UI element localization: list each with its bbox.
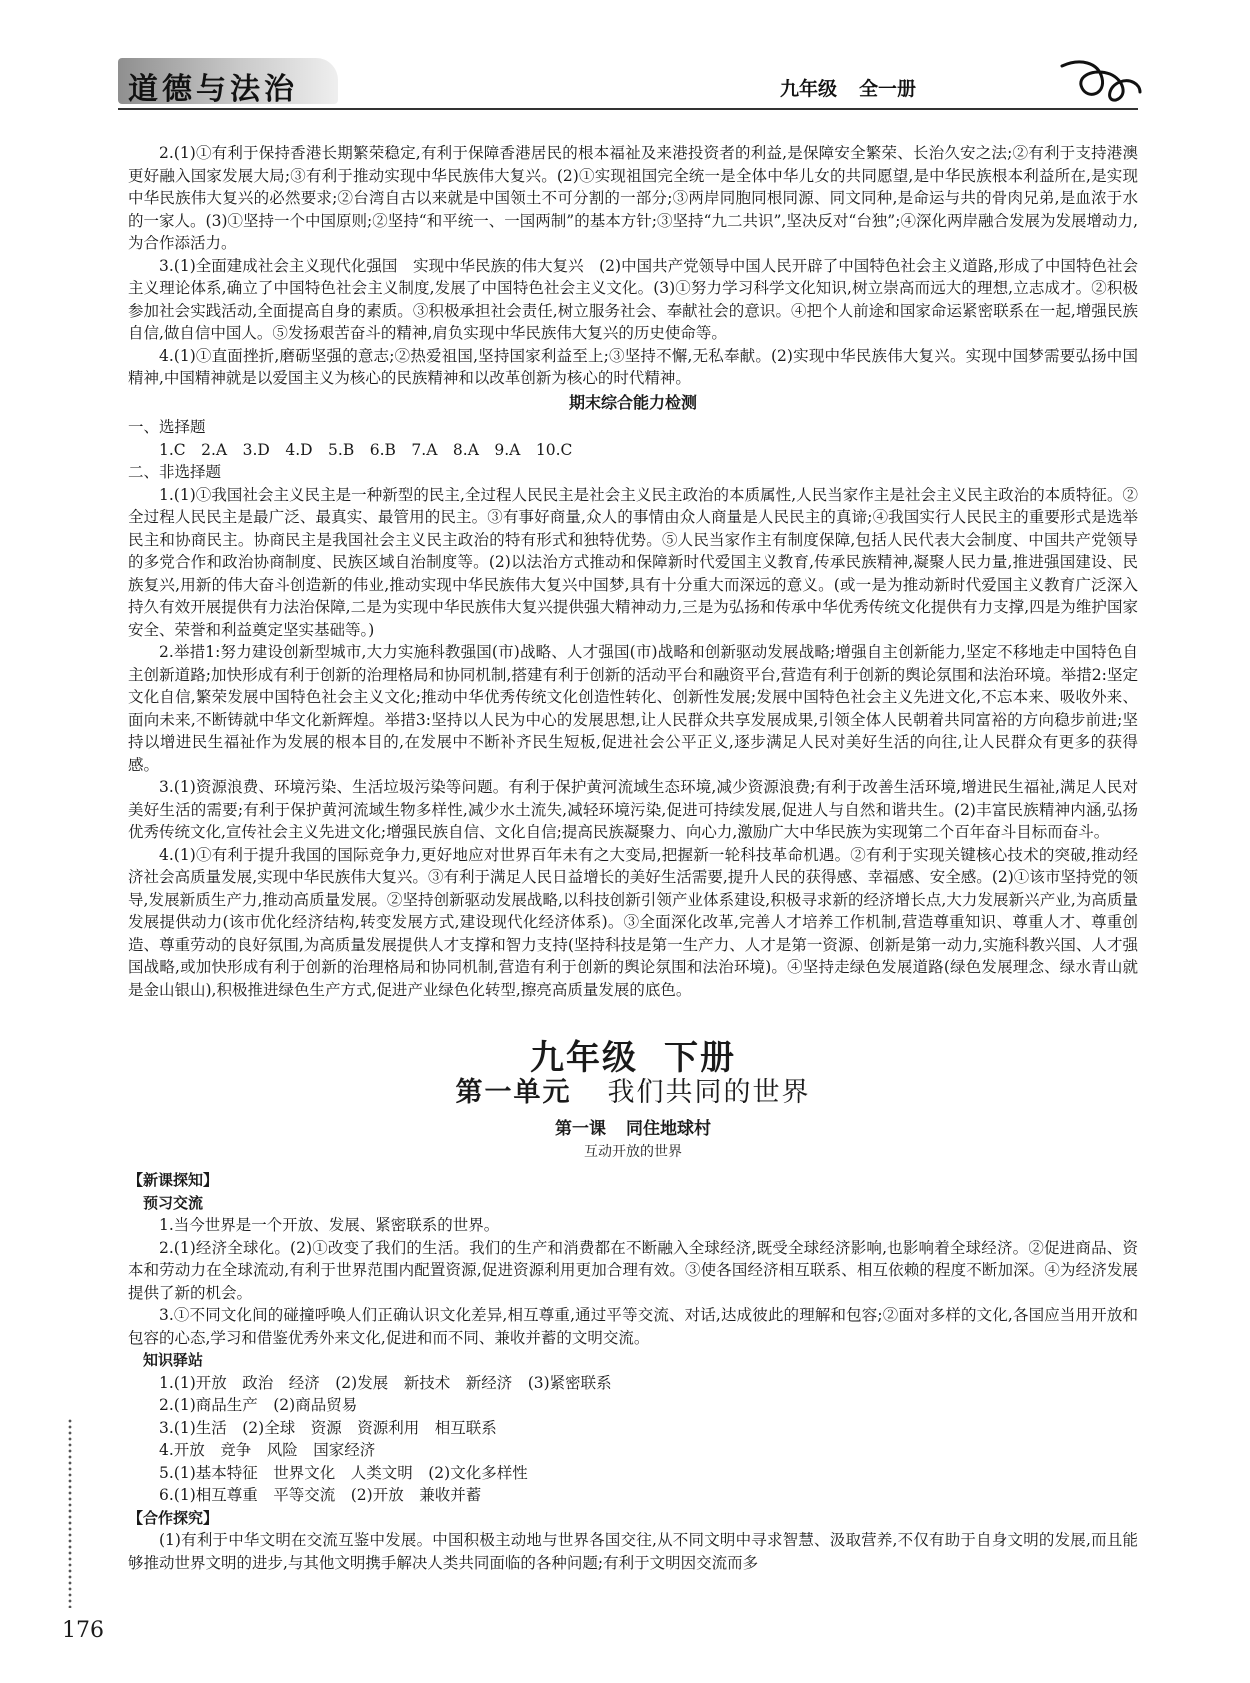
volume-title xyxy=(128,1038,1138,1078)
unit-title xyxy=(128,1076,1138,1108)
lesson-subtitle: 互动开放的世界 xyxy=(584,1143,682,1160)
lesson-name: 同住地球村 xyxy=(626,1119,711,1139)
answer-paragraph: 3.(1)全面建成社会主义现代化强国 实现中华民族的伟大复兴 (2)中国共产党领导中国人民开辟了中国特色社会主义道路,形成了中国特色社会主义理论体系,确立了中国特色社会主义制度,发展了中国特色社会主义文化。(3)①努力学习科学文化知识,树立崇高而远大的理想,立志成才。②积极参加社会实践活动,全面提高自身的素质。③积极承担社会责任,树立服务社会、奉献社会的意识。④把个人前途和国家命运紧密联系在一起,增强民族自信,做自信中国人。⑤发扬艰苦奋斗的精神,肩负实现中华民族伟大复兴的历史使命等。 xyxy=(128,256,1138,342)
final-test-title: 期末综合能力检测 xyxy=(568,392,697,412)
knowledge-item: 2.(1)商品生产 (2)商品贸易 xyxy=(159,1396,358,1414)
knowledge-item: 1.(1)开放 政治 经济 (2)发展 新技术 新经济 (3)紧密联系 xyxy=(159,1373,612,1392)
answer-paragraph: 2.(1)经济全球化。(2)①改变了我们的生活。我们的生产和消费都在不断融入全球经济,既受全球经济影响,也影响着全球经济。②促进商品、资本和劳动力在全球流动,有利于世界范围内配置资源,促进资源利用更加合理有效。③使各国经济相互联系、相互依赖的程度不断加深。④为经济发展提供了新的机会。 xyxy=(128,1238,1138,1302)
volume-grade: 九年级 xyxy=(530,1038,638,1078)
volume-label: 全一册 xyxy=(859,78,917,100)
mc-answers: 1.C 2.A 3.D 4.D 5.B 6.B 7.A 8.A 9.A 10.C xyxy=(159,440,573,459)
knowledge-item: 4.开放 竞争 风险 国家经济 xyxy=(159,1441,376,1459)
answer-paragraph: 3.①不同文化间的碰撞呼唤人们正确认识文化差异,相互尊重,通过平等交流、对话,达成彼此的理解和包容;②面对多样的文化,各国应当用开放和包容的心态,学习和借鉴优秀外来文化,促进和而不同、兼收并蓄的文明交流。 xyxy=(128,1306,1138,1347)
answer-paragraph: (1)有利于中华文明在交流互鉴中发展。中国积极主动地与世界各国交往,从不同文明中寻求智慧、汲取营养,不仅有助于自身文明的发展,而且能够推动世界文明的进步,与其他文明携手解决人类共同面临的各种问题;有利于文明因交流而多 xyxy=(128,1531,1138,1572)
knowledge-item: 5.(1)基本特征 世界文化 人类文明 (2)文化多样性 xyxy=(159,1463,528,1482)
header-rule xyxy=(118,108,1138,110)
answer-paragraph: 2.(1)①有利于保持香港长期繁荣稳定,有利于保障香港居民的根本福祉及来港投资者的利益,是保障安全繁荣、长治久安之法;②有利于支持港澳更好融入国家发展大局;③有利于推动实现中华民族伟大复兴。(2)①实现祖国完全统一是全体中华儿女的共同愿望,是中华民族根本利益所在,是实现中华民族伟大复兴的必然要求;②台湾自古以来就是中国领土不可分割的一部分;③两岸同胞同根同源、同文同种,是命运与共的骨肉兄弟,是血浓于水的一家人。(3)①坚持一个中国原则;②坚持“和平统一、一国两制”的基本方针;③坚持“九二共识”,坚决反对“台独”;④深化两岸融合发展为发展增动力,为合作添活力。 xyxy=(128,144,1138,252)
grade-label: 九年级 xyxy=(780,78,838,100)
answer-paragraph: 1.(1)①我国社会主义民主是一种新型的民主,全过程人民民主是社会主义民主政治的本质属性,人民当家作主是社会主义民主政治的本质特征。②全过程人民民主是最广泛、最真实、最管用的民主。③有事好商量,众人的事情由众人商量是人民民主的真谛;④我国实行人民民主的重要形式是选举民主和协商民主。协商民主是我国社会主义民主政治的特有形式和独特优势。⑤人民当家作主有制度保障,包括人民代表大会制度、中国共产党领导的多党合作和政治协商制度、民族区域自治制度等。(2)以法治方式推动和保障新时代爱国主义教育,传承民族精神,凝聚人民力量,推进强国建设、民族复兴,用新的伟大奋斗创造新的伟业,推动实现中华民族伟大复兴中国梦,具有十分重大而深远的意义。(或一是为推动新时代爱国主义教育广泛深入持久有效开展提供有力法治保障,二是为实现中华民族伟大复兴提供强大精神动力,三是为弘扬和传承中华优秀传统文化提供有力支撑,四是为维护国家安全、荣誉和利益奠定坚实基础等。) xyxy=(128,485,1138,639)
answer-paragraph: 4.(1)①直面挫折,磨砺坚强的意志;②热爱祖国,坚持国家利益至上;③坚持不懈,无私奉献。(2)实现中华民族伟大复兴。实现中国梦需要弘扬中国精神,中国精神就是以爱国主义为核心的民族精神和以改革创新为核心的时代精神。 xyxy=(128,346,1138,387)
unit-number: 第一单元 xyxy=(455,1076,572,1108)
subsection-heading: 预习交流 xyxy=(143,1193,204,1212)
answer-paragraph: 4.(1)①有利于提升我国的国际竞争力,更好地应对世界百年未有之大变局,把握新一轮科技革命机遇。②有利于实现关键核心技术的突破,推动经济社会高质量发展,实现中华民族伟大复兴。③有利于满足人民日益增长的美好生活需要,提升人民的获得感、幸福感、安全感。(2)①该市坚持党的领导,发展新质生产力,推动高质量发展。②坚持创新驱动发展战略,以科技创新引领产业体系建设,积极寻求新的经济增长点,大力发展新兴产业,为高质量发展提供动力(该市优化经济结构,转变发展方式,建设现代化经济体系)。③全面深化改革,完善人才培养工作机制,营造尊重知识、尊重人才、尊重创造、尊重劳动的良好氛围,为高质量发展提供人才支撑和智力支持(坚持科技是第一生产力、人才是第一资源、创新是第一动力,实施科教兴国、人才强国战略,或加快形成有利于创新的治理格局和协同机制,营造有利于创新的舆论氛围和法治环境)。④坚持走绿色发展道路(绿色发展理念、绿水青山就是金山银山),积极推进绿色生产方式,促进产业绿色化转型,擦亮高质量发展的底色。 xyxy=(128,845,1138,999)
knowledge-item: 6.(1)相互尊重 平等交流 (2)开放 兼收并蓄 xyxy=(159,1486,482,1504)
nmc-heading: 二、非选择题 xyxy=(128,463,222,481)
header-grade xyxy=(780,74,916,101)
lesson-number: 第一课 xyxy=(555,1119,606,1139)
subsection-heading: 知识驿站 xyxy=(143,1351,204,1369)
answer-paragraph: 1.当今世界是一个开放、发展、紧密联系的世界。 xyxy=(159,1216,500,1234)
subject-title: 道德与法治 xyxy=(128,72,298,107)
section-heading: 【合作探究】 xyxy=(128,1508,219,1527)
mc-heading: 一、选择题 xyxy=(128,418,206,436)
volume-part: 下册 xyxy=(664,1038,736,1078)
answer-paragraph: 2.举措1:努力建设创新型城市,大力实施科教强国(市)战略、人才强国(市)战略和创新驱动发展战略;增强自主创新能力,坚定不移地走中国特色自主创新道路;加快形成有利于创新的治理格局和协同机制,搭建有利于创新的活动平台和融资平台,营造有利于创新的舆论氛围和法治环境。举措2:坚定文化自信,繁荣发展中国特色社会主义文化;推动中华优秀传统文化创造性转化、创新性发展;发展中国特色社会主义先进文化,不忘本来、吸收外来、面向未来,不断铸就中华文化新辉煌。举措3:坚持以人民为中心的发展思想,让人民群众共享发展成果,引领全体人民朝着共同富裕的方向稳步前进;坚持以增进民生福祉作为发展的根本目的,在发展中不断补齐民生短板,促进社会公平正义,逐步满足人民对美好生活的向往,让人民群众有更多的获得感。 xyxy=(128,643,1138,774)
knowledge-item: 3.(1)生活 (2)全球 资源 资源利用 相互联系 xyxy=(159,1418,497,1437)
answer-paragraph: 3.(1)资源浪费、环境污染、生活垃圾污染等问题。有利于保护黄河流域生态环境,减少资源浪费;有利于改善生活环境,增进民生福祉,满足人民对美好生活的需要;有利于保护黄河流域生物多样性,减少水土流失,减轻环境污染,促进可持续发展,促进人与自然和谐共生。(2)丰富民族精神内涵,弘扬优秀传统文化,宣传社会主义先进文化;增强民族自信、文化自信;提高民族凝聚力、向心力,激励广大中华民族为实现第二个百年奋斗目标而奋斗。 xyxy=(128,778,1138,841)
unit-name: 我们共同的世界 xyxy=(607,1076,811,1108)
margin-dots xyxy=(68,1418,72,1608)
page-content xyxy=(128,142,1138,1574)
swirl-logo-icon xyxy=(1058,56,1144,104)
lesson-title xyxy=(128,1118,1138,1141)
page-number: 176 xyxy=(62,1618,104,1643)
section-heading: 【新课探知】 xyxy=(128,1171,219,1189)
